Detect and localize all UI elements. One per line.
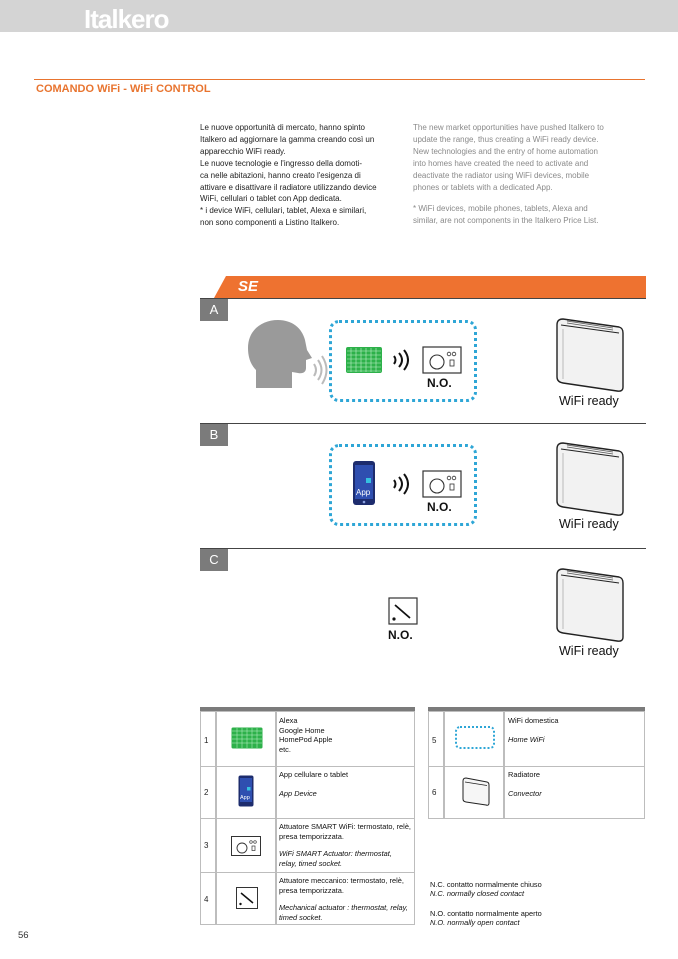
legend-line: Alexa [279,716,298,725]
app-label: App [240,795,250,801]
legend-item-text [279,876,411,922]
no-note [430,909,542,928]
intro-english [413,122,613,227]
radiator-convector-icon [553,317,625,393]
legend-it: Radiatore [508,770,541,779]
intro-it-line: Le nuove opportunità di mercato, hanno spinto [200,123,366,132]
legend-number: 1 [204,736,209,745]
legend-row-divider [200,872,415,873]
intro-en-line: deactivate the radiator using WiFi devices, mobile [413,170,590,180]
legend-en: App Device [279,788,317,798]
row-a-divider [200,298,646,299]
row-c-divider [200,548,646,549]
row-b-tag: B [200,424,228,446]
wifi-ready-label: WiFi ready [559,394,619,408]
intro-it-line: apparecchio WiFi ready. [200,146,286,156]
legend-line: etc. [279,744,291,754]
intro-italian [200,122,400,229]
no-note-en: N.O. normally open contact [430,918,520,928]
smartphone-app-icon [238,775,254,807]
intro-it-line: non sono componenti a Listino Italkero. [200,218,340,228]
legend-number: 4 [204,895,209,904]
legend-num-column [428,711,444,819]
mechanical-actuator-icon [236,887,258,909]
no-note-it: N.O. contatto normalmente aperto [430,909,542,918]
legend-en: Home WiFi [508,734,545,744]
legend-row-divider [200,766,415,767]
smart-actuator-icon [422,470,462,498]
intro-it-line: * i device WiFi, cellulari, tablet, Alexa e similari, [200,206,367,216]
legend-number: 2 [204,788,209,797]
brand-logo: Italkero [84,4,169,34]
actuator-no-label: N.O. [388,628,413,642]
legend-item-text [279,822,411,868]
nc-note-it: N.C. contatto normalmente chiuso [430,880,542,889]
legend-line: HomePod Apple [279,735,333,745]
legend-en: Mechanical actuator : thermostat, relay, timed socket. [279,903,408,922]
legend-number: 3 [204,841,209,850]
wifi-ready-label: WiFi ready [559,517,619,531]
legend-number: 5 [432,736,437,745]
row-b-divider [200,423,646,424]
radiator-convector-icon [461,777,491,807]
intro-en-line: phones or tablets with a dedicated App. [413,182,553,192]
legend-it: App cellulare o tablet [279,770,349,779]
voice-head-icon [248,318,330,398]
intro-en-line: The new market opportunities have pushed Italkero to [413,123,604,132]
wifi-signal-icon [391,349,409,371]
actuator-no-label: N.O. [427,500,452,514]
row-a-tag: A [200,299,228,321]
intro-en-line: update the range, thus creating a WiFi ready device. [413,134,599,144]
section-title: COMANDO WiFi - WiFi CONTROL [36,83,211,95]
legend-line: Google Home [279,725,325,735]
legend-item-text [279,770,409,798]
smart-speaker-icon [345,346,383,374]
legend-number: 6 [432,788,437,797]
smart-actuator-icon [231,836,261,856]
home-wifi-zone-icon [455,726,495,749]
legend-it: Attuatore meccanico: termostato, relè, presa temporizzata. [279,876,404,895]
radiator-convector-icon [553,441,625,517]
legend-item-text [508,770,640,798]
intro-en-line: New technologies and the entry of home automation [413,146,599,156]
intro-it-line: Italkero ad aggiornare la gamma creando così un [200,134,375,144]
legend-row-divider [200,818,415,819]
nc-note-en: N.C. normally closed contact [430,889,525,899]
wifi-signal-icon [391,473,409,495]
series-banner [214,276,646,298]
intro-it-line: ca nelle abitazioni, hanno creato l'esigenza di [200,170,361,180]
intro-en-line: into homes have created the need to activate and [413,158,589,168]
legend-row-divider [428,766,645,767]
intro-it-line: WiFi, cellulari o tablet con App dedicata. [200,194,342,204]
legend-item-text [279,716,409,754]
app-label: App [356,488,371,497]
intro-it-line: attivare e disattivare il radiatore utilizzando device [200,182,377,192]
smart-speaker-icon [231,727,263,749]
legend-en: Convector [508,788,542,798]
smart-actuator-icon [422,346,462,374]
legend-item-text [508,716,640,744]
legend-it: WiFi domestica [508,716,559,725]
wifi-ready-label: WiFi ready [559,644,619,658]
legend-it: Attuatore SMART WiFi: termostato, relè, presa temporizzata. [279,822,411,841]
intro-en-line: similar, are not components in the Italkero Price List. [413,216,599,226]
nc-note [430,880,542,899]
radiator-convector-icon [553,567,625,643]
page-number: 56 [18,930,29,941]
smartphone-app-icon [352,460,376,506]
mechanical-actuator-icon [388,597,418,625]
row-c-tag: C [200,549,228,571]
legend-en: WiFi SMART Actuator: thermostat, relay, timed socket. [279,849,392,868]
actuator-no-label: N.O. [427,376,452,390]
intro-en-line: * WiFi devices, mobile phones, tablets, Alexa and [413,204,588,214]
section-divider [34,79,645,80]
intro-it-line: Le nuove tecnologie e l'ingresso della domoti- [200,158,363,168]
series-label: SE [238,278,259,295]
